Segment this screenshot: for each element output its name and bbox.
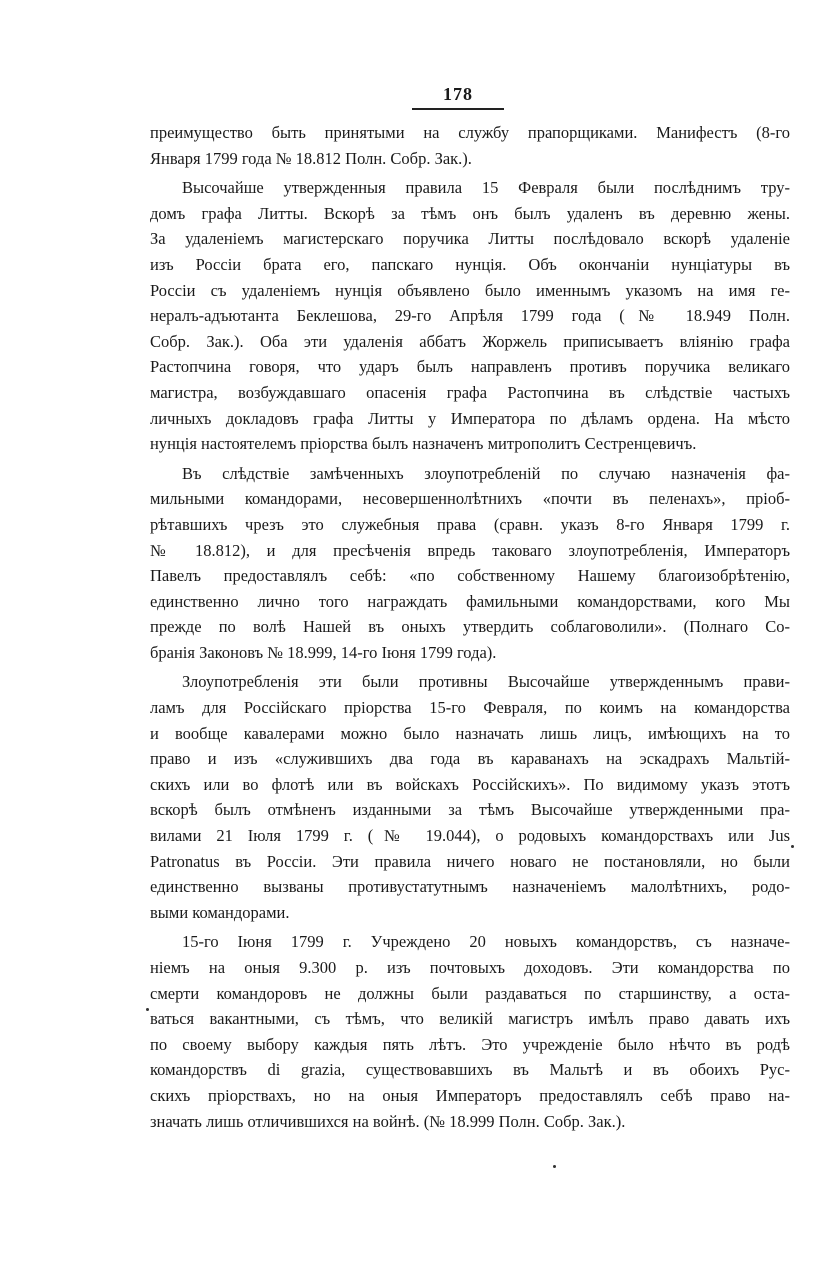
text-line: вскорѣ былъ отмѣненъ изданными за тѣмъ Высочайше утвержденными пра- <box>150 800 790 820</box>
text-line: За удаленіемъ магистерскаго поручика Литты послѣдовало вскорѣ удаленіе <box>150 229 790 249</box>
text-line: личныхъ докладовъ графа Литты у Императора по дѣламъ ордена. На мѣсто <box>150 408 790 428</box>
text-line: магистра, возбуждавшаго опасенія графа Растопчина въ слѣдствіе частыхъ <box>150 382 790 402</box>
text-line: ваться вакантными, съ тѣмъ, что великій магистръ имѣлъ право давать ихъ <box>150 1009 790 1029</box>
paragraph <box>150 120 790 171</box>
text-line: значать лишь отличившихся на войнѣ. (№ 18.999 Полн. Собр. Зак.). <box>150 1111 626 1131</box>
print-speck <box>553 1165 556 1168</box>
text-line: единственно вызваны противустатутнымъ назначеніемъ малолѣтнихъ, родо- <box>150 877 790 897</box>
text-body <box>150 120 790 1134</box>
text-line: Собр. Зак.). Оба эти удаленія аббатъ Жоржель приписываетъ вліянію графа <box>150 331 790 351</box>
text-line: по своему выбору каждыя пять лѣтъ. Это учрежденіе было нѣчто въ родѣ <box>150 1034 790 1054</box>
header-rule <box>412 108 504 110</box>
text-line: Patronatus въ Россіи. Эти правила ничего новаго не постановляли, но были <box>150 851 790 871</box>
text-line: скихъ пріорствахъ, но на оныя Императоръ предоставлялъ себѣ право на- <box>150 1085 790 1105</box>
text-line: нералъ-адъютанта Беклешова, 29-го Апрѣля 1799 года (№ 18.949 Полн. <box>150 306 790 326</box>
text-line: Въ слѣдствіе замѣченныхъ злоупотребленій по случаю назначенія фа- <box>182 463 790 483</box>
text-line: мильными командорами, несовершеннолѣтнихъ «почти въ пеленахъ», пріоб- <box>150 489 790 509</box>
text-line: Января 1799 года № 18.812 Полн. Собр. Зак.). <box>150 148 472 168</box>
page-number-header <box>412 84 504 105</box>
page-number: 178 <box>443 84 473 104</box>
text-line: вилами 21 Іюля 1799 г. (№ 19.044), о родовыхъ командорствахъ или Jus <box>150 826 790 846</box>
text-line: домъ графа Литты. Вскорѣ за тѣмъ онъ былъ удаленъ въ деревню жены. <box>150 203 790 223</box>
text-line: скихъ или во флотѣ или въ войскахъ Россійскихъ». По видимому указъ этотъ <box>150 774 790 794</box>
text-line: рѣтавшихъ чрезъ это служебныя права (сравн. указъ 8-го Января 1799 г. <box>150 514 790 534</box>
text-line: нунція настоятелемъ пріорства былъ назначенъ митрополитъ Сестренцевичъ. <box>150 434 697 454</box>
text-line: Павелъ предоставлялъ себѣ: «по собственному Нашему благоизобрѣтенію, <box>150 566 790 586</box>
text-line: выми командорами. <box>150 902 290 922</box>
text-line: Растопчина говоря, что ударъ былъ направленъ противъ поручика великаго <box>150 357 790 377</box>
text-line: единственно лично того награждать фамильными командорствами, кого Мы <box>150 591 790 611</box>
text-line: 15-го Іюня 1799 г. Учреждено 20 новыхъ командорствъ, съ назначе- <box>182 932 790 952</box>
text-line: бранія Законовъ № 18.999, 14-го Іюня 1799 года). <box>150 642 497 662</box>
paragraph <box>150 669 790 925</box>
text-line: преимущество быть принятыми на службу прапорщиками. Манифестъ (8-го <box>150 123 790 142</box>
text-line: ніемъ на оныя 9.300 р. изъ почтовыхъ доходовъ. Эти командорства по <box>150 958 790 977</box>
text-line: и вообще кавалерами можно было назначать лишь лицъ, имѣющихъ на то <box>150 723 790 743</box>
text-line: командорствъ di grazia, существовавшихъ въ Мальтѣ и въ обоихъ Рус- <box>150 1060 790 1080</box>
print-speck <box>791 845 794 848</box>
print-speck <box>146 1008 149 1011</box>
text-line: изъ Россіи брата его, папскаго нунція. Объ окончаніи нунціатуры въ <box>150 254 790 274</box>
paragraph <box>150 929 790 1134</box>
text-line: смерти командоровъ не должны были раздаваться по старшинству, а оста- <box>150 983 790 1003</box>
text-line: прежде по волѣ Нашей въ оныхъ утвердить соблаговолили». (Полнаго Со- <box>150 617 790 637</box>
paragraph <box>150 461 790 666</box>
paragraph <box>150 175 790 457</box>
text-line: право и изъ «служившихъ два года въ караванахъ на эскадрахъ Мальтій- <box>150 749 790 769</box>
text-line: № 18.812), и для пресѣченія впредь таковаго злоупотребленія, Императоръ <box>150 540 790 560</box>
text-line: Высочайше утвержденныя правила 15 Февраля были послѣднимъ тру- <box>182 178 790 198</box>
text-line: Россіи съ удаленіемъ нунція объявлено было именнымъ указомъ на имя ге- <box>150 280 790 300</box>
text-line: ламъ для Россійскаго пріорства 15-го Февраля, по коимъ на командорства <box>150 698 790 718</box>
text-line: Злоупотребленія эти были противны Высочайше утвержденнымъ прави- <box>182 672 790 692</box>
